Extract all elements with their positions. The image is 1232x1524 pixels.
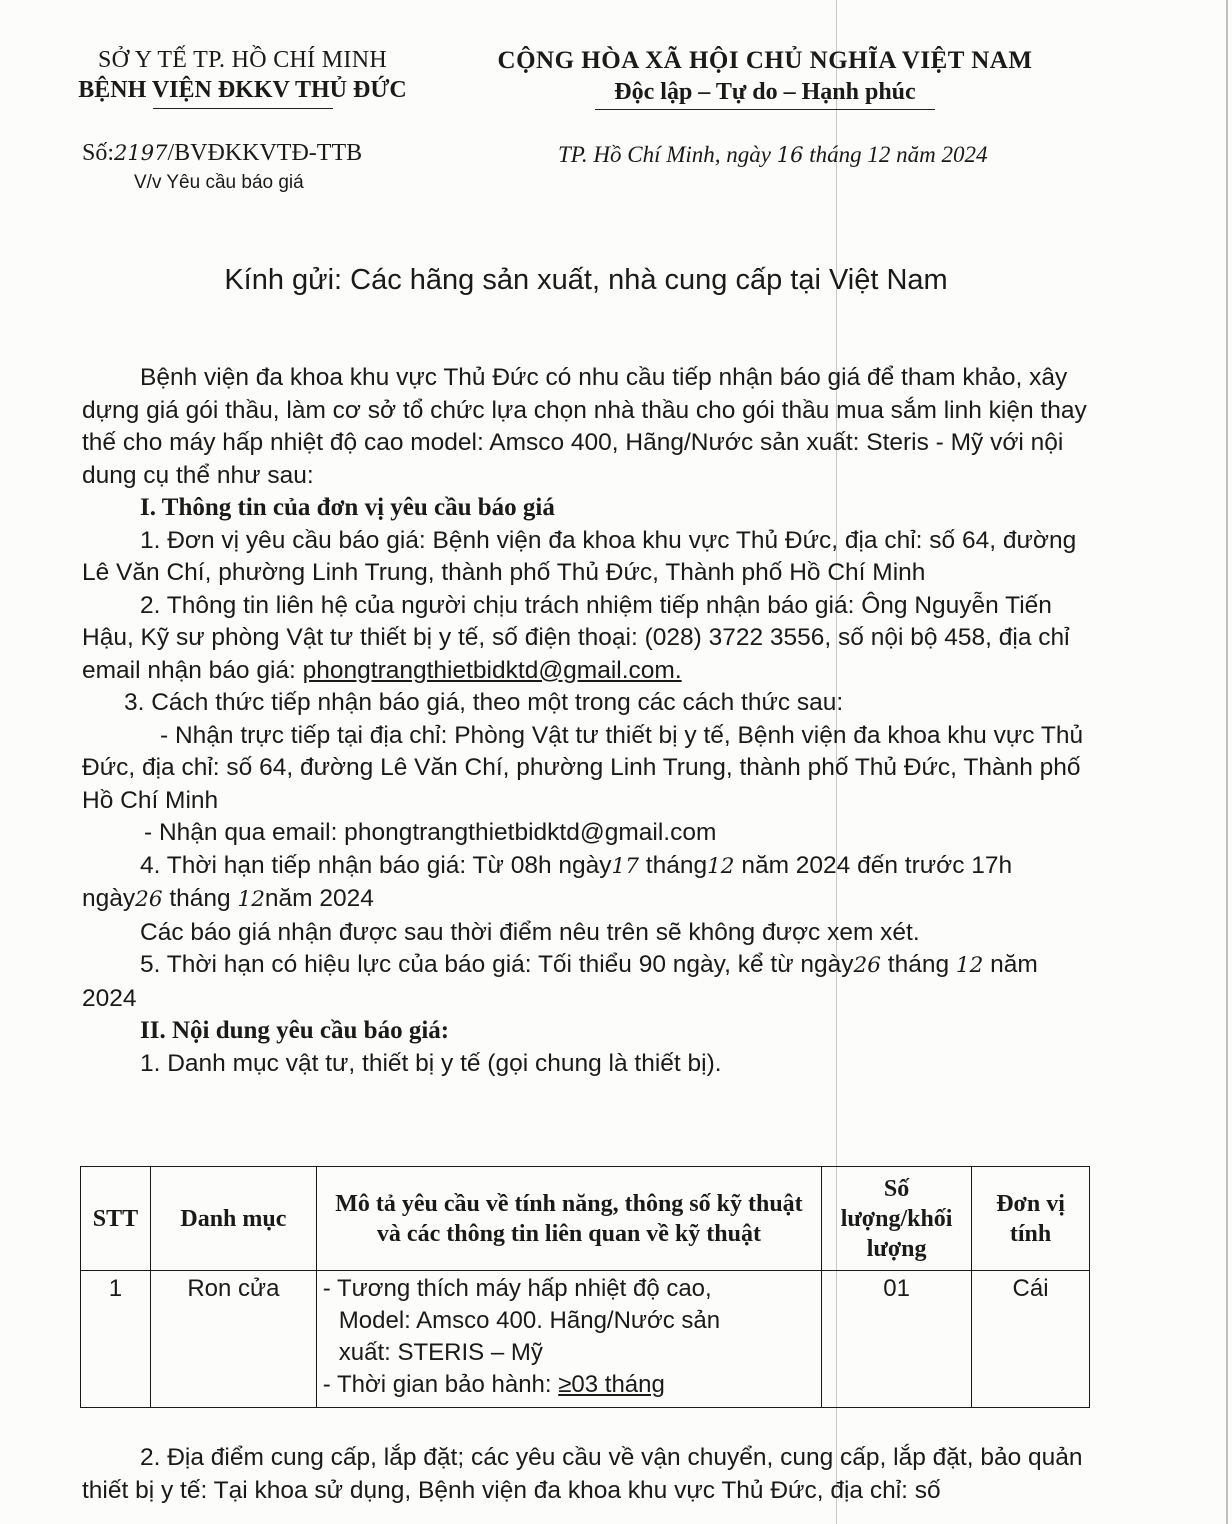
org-line-1: SỞ Y TẾ TP. HỒ CHÍ MINH: [98, 47, 387, 73]
document-subject: V/v Yêu cầu báo giá: [134, 172, 304, 193]
deadline-day-1: 17: [611, 853, 639, 879]
header-description: Mô tả yêu cầu về tính năng, thông số kỹ thuật và các thông tin liên quan về kỹ thuật: [316, 1167, 821, 1271]
scan-edge-line: [1226, 0, 1228, 1524]
number-handwritten: 2197: [114, 141, 168, 165]
issuing-organization: [45, 45, 440, 109]
date-suffix: tháng 12 năm 2024: [809, 142, 988, 167]
section-1-item-4-note: Các báo giá nhận được sau thời điểm nêu trên sẽ không được xem xét.: [140, 918, 920, 946]
motto-underline: [595, 109, 935, 110]
validity-text-2: tháng: [880, 951, 956, 978]
header-stt: STT: [81, 1167, 151, 1271]
deadline-month-1: 12: [707, 853, 735, 879]
cell-category: Ron cửa: [150, 1271, 316, 1408]
table-header-row: [81, 1167, 1090, 1271]
contact-text: 2. Thông tin liên hệ của người chịu trách nhiệm tiếp nhận báo giá: Ông Nguyễn Tiến Hậu, Kỹ sư phòng Vật tư thiết bị y tế, số điện thoại: (028) 3722 3556, số nội bộ 458, địa chỉ email nhận báo giá:: [82, 591, 1070, 684]
validity-day: 26: [853, 953, 881, 978]
section-1-item-3a: - Nhận trực tiếp tại địa chỉ: Phòng Vật tư thiết bị y tế, Bệnh viện đa khoa khu vực Thủ Đức, địa chỉ: số 64, đường Lê Văn Chí, phường Linh Trung, thành phố Thủ Đức, Thành phố Hồ Chí Minh: [82, 721, 1084, 814]
section-1-title: I. Thông tin của đơn vị yêu cầu báo giá: [140, 494, 555, 521]
section-2-item-1: 1. Danh mục vật tư, thiết bị y tế (gọi chung là thiết bị).: [140, 1049, 722, 1077]
table-row: [81, 1271, 1090, 1408]
deadline-text-3: năm 2024 đến trước 17h ngày: [82, 851, 1013, 912]
deadline-month-2: 12: [237, 887, 265, 912]
document-date: [558, 142, 987, 168]
number-prefix: Số:: [82, 140, 115, 166]
section-2-item-2: [82, 1442, 1094, 1507]
validity-text-3: năm 2024: [82, 951, 1038, 1012]
section-1-item-2: [82, 590, 1094, 688]
validity-month: 12: [955, 953, 984, 978]
recipient-line: Kính gửi: Các hãng sản xuất, nhà cung cấp tại Việt Nam: [224, 264, 948, 296]
national-motto: [470, 45, 1060, 110]
desc-line-3: xuất: STERIS – Mỹ: [338, 1339, 543, 1366]
warranty-value: ≥03 tháng: [558, 1371, 665, 1398]
section-1-item-1: 1. Đơn vị yêu cầu báo giá: Bệnh viện đa khoa khu vực Thủ Đức, địa chỉ: số 64, đường Lê Văn Chí, phường Linh Trung, thành phố Thủ Đức, Thành phố Hồ Chí Minh: [82, 526, 1077, 586]
deadline-day-2: 26: [135, 887, 163, 912]
date-day-handwritten: 16: [776, 143, 804, 167]
cell-stt: 1: [81, 1271, 151, 1408]
section-1-item-3: 3. Cách thức tiếp nhận báo giá, theo một trong các cách thức sau:: [124, 689, 844, 716]
contact-email-link[interactable]: phongtrangthietbidktd@gmail.com.: [302, 656, 682, 684]
deadline-text-1: 4. Thời hạn tiếp nhận báo giá: Từ 08h ngày: [140, 851, 612, 879]
section-1-item-3b: - Nhận qua email: phongtrangthietbidktd@gmail.com: [144, 819, 717, 846]
header-category: Danh mục: [150, 1167, 316, 1271]
document-number: [82, 140, 362, 167]
cell-quantity: 01: [822, 1271, 972, 1408]
header-quantity: Số lượng/khối lượng: [822, 1167, 972, 1271]
delivery-paragraph: 2. Địa điểm cung cấp, lắp đặt; các yêu cầu về vận chuyển, cung cấp, lắp đặt, bảo quản thiết bị y tế: Tại khoa sử dụng, Bệnh viện đa khoa khu vực Thủ Đức, địa chỉ: số: [82, 1444, 1083, 1504]
deadline-text-4: tháng: [162, 885, 238, 912]
desc-line-4: [323, 1369, 815, 1401]
nation-line-2: Độc lập – Tự do – Hạnh phúc: [614, 79, 916, 105]
cell-description: [316, 1271, 821, 1408]
nation-line-1: CỘNG HÒA XÃ HỘI CHỦ NGHĨA VIỆT NAM: [497, 47, 1033, 74]
number-suffix: /BVĐKKVTĐ-TTB: [167, 140, 363, 166]
intro-paragraph: Bệnh viện đa khoa khu vực Thủ Đức có nhu cầu tiếp nhận báo giá để tham khảo, xây dựng giá gói thầu, làm cơ sở tổ chức lựa chọn nhà thầu cho gói thầu mua sắm linh kiện thay thế cho máy hấp nhiệt độ cao model: Amsco 400, Hãng/Nước sản xuất: Steris - Mỹ với nội dung cụ thể như sau:: [82, 364, 1087, 489]
date-prefix: TP. Hồ Chí Minh, ngày: [558, 142, 771, 167]
equipment-table: [80, 1166, 1090, 1408]
org-line-2: BỆNH VIỆN ĐKKV THỦ ĐỨC: [78, 77, 407, 103]
desc-line-2: Model: Amsco 400. Hãng/Nước sản: [338, 1307, 721, 1334]
section-1-item-5: [82, 949, 1094, 1015]
section-2-title: II. Nội dung yêu cầu báo giá:: [140, 1017, 450, 1044]
org-underline: [153, 108, 333, 109]
warranty-label: - Thời gian bảo hành:: [322, 1371, 559, 1398]
letter-body: [82, 362, 1094, 1080]
deadline-text-5: năm 2024: [264, 885, 374, 912]
desc-line-1: - Tương thích máy hấp nhiệt độ cao,: [322, 1275, 712, 1302]
header-unit: Đơn vị tính: [972, 1167, 1090, 1271]
validity-text-1: 5. Thời hạn có hiệu lực của báo giá: Tối thiểu 90 ngày, kể từ ngày: [140, 951, 854, 978]
deadline-text-2: tháng: [638, 851, 708, 879]
section-1-item-4: [82, 850, 1094, 917]
cell-unit: Cái: [972, 1271, 1090, 1408]
